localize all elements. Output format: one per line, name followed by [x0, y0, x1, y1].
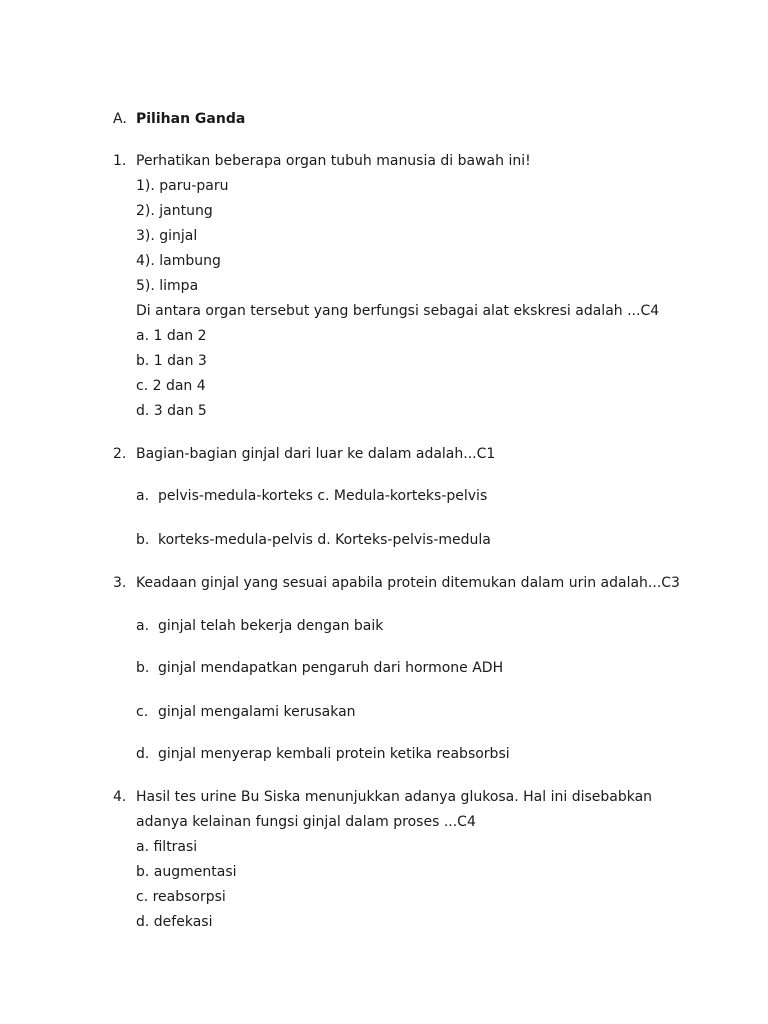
question-1-option: c. 2 dan 4 — [136, 378, 206, 394]
question-3-number: 3. — [113, 575, 127, 591]
question-3-option-text: ginjal menyerap kembali protein ketika reabsorbsi — [158, 746, 510, 762]
question-4-stem-line: Hasil tes urine Bu Siska menunjukkan adanya glukosa. Hal ini disebabkan — [136, 789, 653, 805]
question-1-item: 4). lambung — [136, 253, 221, 269]
question-3-option-text: ginjal mengalami kerusakan — [158, 704, 356, 720]
section-letter: A. — [113, 111, 127, 127]
question-3-option-letter: d. — [136, 746, 150, 762]
section-title: Pilihan Ganda — [136, 111, 246, 127]
question-2-option-letter: b. — [136, 532, 150, 548]
question-2-stem: Bagian-bagian ginjal dari luar ke dalam adalah...C1 — [136, 446, 496, 462]
question-4-option: a. filtrasi — [136, 839, 198, 855]
question-2-option-text: korteks-medula-pelvis d. Korteks-pelvis-medula — [158, 532, 491, 548]
question-3-option-letter: b. — [136, 660, 150, 676]
question-4-stem-line: adanya kelainan fungsi ginjal dalam proses ...C4 — [136, 814, 476, 830]
question-4-option: b. augmentasi — [136, 864, 237, 880]
question-4-option: c. reabsorpsi — [136, 889, 226, 905]
question-3-option-text: ginjal telah bekerja dengan baik — [158, 618, 384, 634]
question-1-stem: Perhatikan beberapa organ tubuh manusia di bawah ini! — [136, 153, 531, 169]
question-2-option-letter: a. — [136, 488, 150, 504]
question-2-option-text: pelvis-medula-korteks c. Medula-korteks-pelvis — [158, 488, 488, 504]
question-1-prompt: Di antara organ tersebut yang berfungsi sebagai alat ekskresi adalah ...C4 — [136, 303, 660, 319]
question-1-option: a. 1 dan 2 — [136, 328, 207, 344]
question-3-option-text: ginjal mendapatkan pengaruh dari hormone ADH — [158, 660, 504, 676]
question-1-item: 2). jantung — [136, 203, 213, 219]
question-4-option: d. defekasi — [136, 914, 213, 930]
question-1-option: d. 3 dan 5 — [136, 403, 207, 419]
question-1-item: 1). paru-paru — [136, 178, 229, 194]
question-1-item: 5). limpa — [136, 278, 199, 294]
question-1-option: b. 1 dan 3 — [136, 353, 207, 369]
question-1-number: 1. — [113, 153, 127, 169]
question-3-stem: Keadaan ginjal yang sesuai apabila protein ditemukan dalam urin adalah...C3 — [136, 575, 680, 591]
question-2-number: 2. — [113, 446, 127, 462]
question-3-option-letter: c. — [136, 704, 149, 720]
question-4-number: 4. — [113, 789, 127, 805]
question-3-option-letter: a. — [136, 618, 150, 634]
question-1-item: 3). ginjal — [136, 228, 198, 244]
